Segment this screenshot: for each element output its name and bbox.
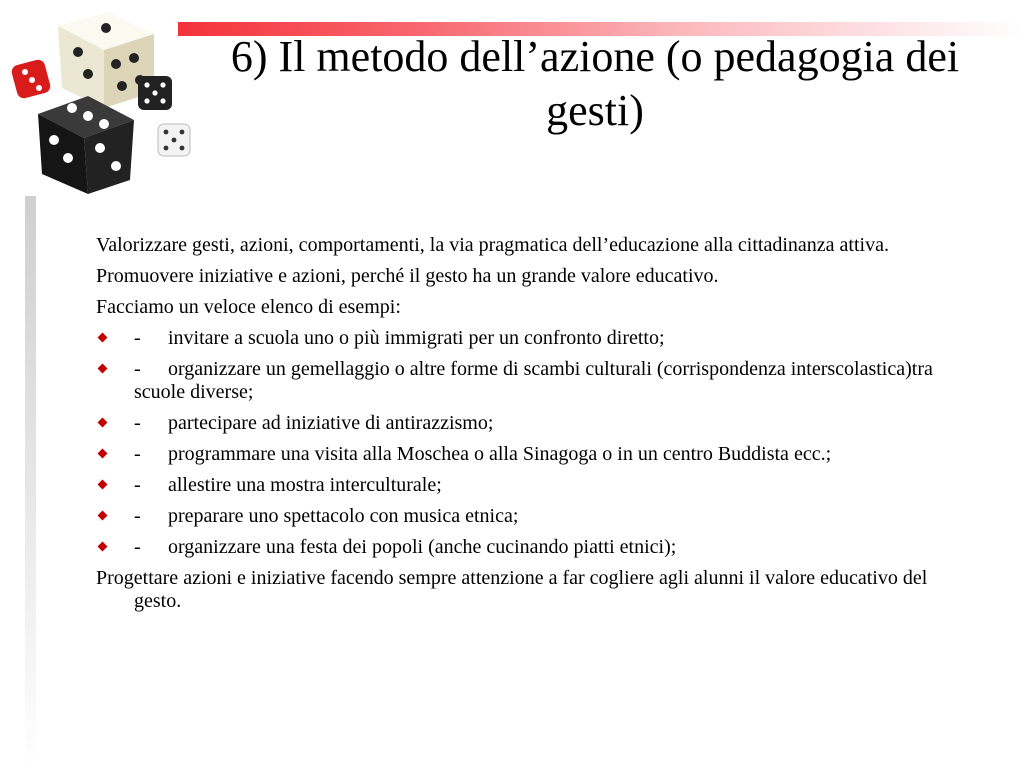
- diamond-bullet-icon: [98, 418, 108, 428]
- item-dash: -: [134, 505, 141, 527]
- item-dash: -: [134, 412, 141, 434]
- item-dash: -: [134, 327, 141, 349]
- paragraph: Promuovere iniziative e azioni, perché il gesto ha un grande valore educativo.: [96, 265, 719, 287]
- list-item: [96, 505, 956, 528]
- list-item: [96, 443, 956, 466]
- list-item: [96, 536, 956, 559]
- list-item: [96, 327, 956, 350]
- item-text: organizzare un gemellaggio o altre forme di scambi culturali (corrispondenza interscolastica)tra scuole diverse;: [134, 358, 933, 403]
- diamond-bullet-icon: [98, 511, 108, 521]
- slide-body: [96, 234, 956, 621]
- paragraph: Valorizzare gesti, azioni, comportamenti, la via pragmatica dell’educazione alla cittadinanza attiva.: [96, 234, 889, 256]
- item-text: allestire una mostra interculturale;: [168, 474, 442, 496]
- black-die-icon: [38, 96, 134, 194]
- diamond-bullet-icon: [98, 542, 108, 552]
- diamond-bullet-icon: [98, 480, 108, 490]
- item-dash: -: [134, 536, 141, 558]
- paragraph: Progettare azioni e iniziative facendo sempre attenzione a far cogliere agli alunni il valore educativo del gesto.: [96, 567, 928, 612]
- diamond-bullet-icon: [98, 333, 108, 343]
- item-text: programmare una visita alla Moschea o alla Sinagoga o in un centro Buddista ecc.;: [168, 443, 832, 465]
- red-die-icon: [10, 58, 52, 100]
- tiny-white-die-icon: [158, 124, 190, 156]
- diamond-bullet-icon: [98, 364, 108, 374]
- list-item: [96, 474, 956, 497]
- left-accent-bar: [25, 196, 36, 768]
- page-title: 6) Il metodo dell’azione (o pedagogia dei gesti): [230, 32, 960, 135]
- dice-illustration: [8, 4, 198, 196]
- item-dash: -: [134, 474, 141, 496]
- item-text: invitare a scuola uno o più immigrati per un confronto diretto;: [168, 327, 665, 349]
- list-item: [96, 358, 956, 404]
- item-dash: -: [134, 443, 141, 465]
- paragraph: Facciamo un veloce elenco di esempi:: [96, 296, 401, 318]
- item-text: organizzare una festa dei popoli (anche cucinando piatti etnici);: [168, 536, 677, 558]
- item-text: partecipare ad iniziative di antirazzismo;: [168, 412, 494, 434]
- item-text: preparare uno spettacolo con musica etnica;: [168, 505, 519, 527]
- small-black-die-icon: [138, 76, 172, 110]
- item-dash: -: [134, 358, 141, 380]
- diamond-bullet-icon: [98, 449, 108, 459]
- list-item: [96, 412, 956, 435]
